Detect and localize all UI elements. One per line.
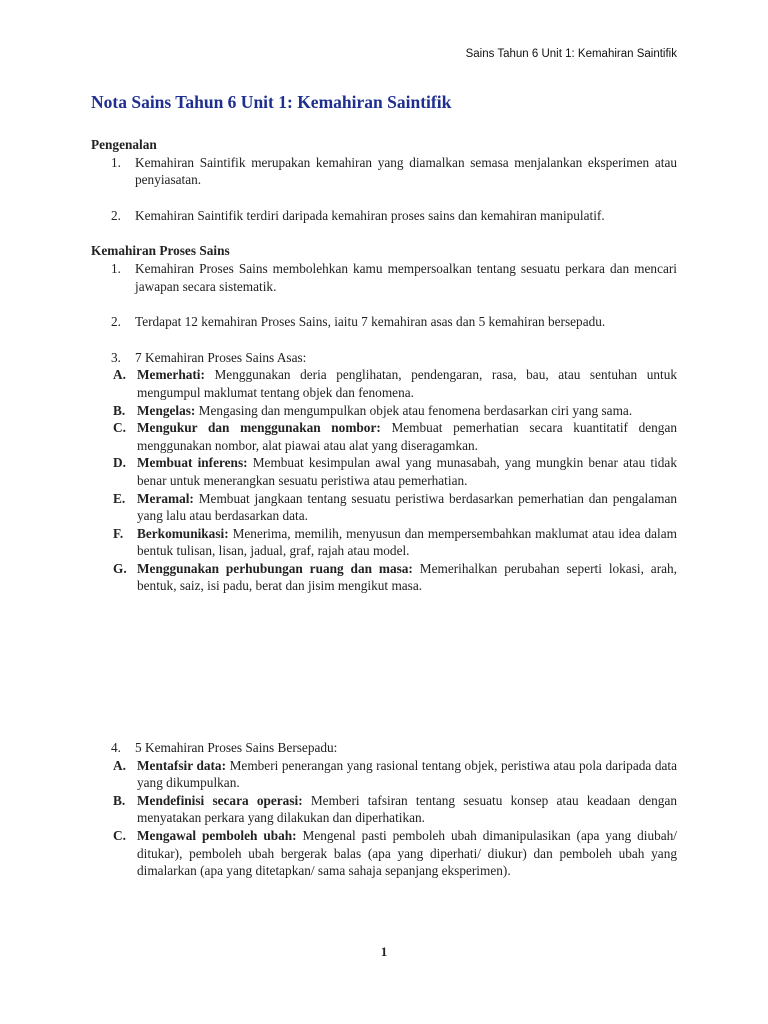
list-item: [91, 154, 677, 189]
list-marker: 3.: [111, 349, 121, 365]
skill-term: Membuat inferens:: [137, 455, 248, 471]
process-list-continued: [91, 739, 677, 880]
skill-description: Menggunakan deria penglihatan, pendengaran, rasa, bau, atau sentuhan untuk mengumpul maklumat tentang objek dan fenomena.: [137, 367, 678, 400]
spacer: [91, 295, 677, 313]
spacer: [91, 189, 677, 207]
skill-description: Menerima, memilih, menyusun dan mempersembahkan maklumat atau idea dalam bentuk tulisan, lisan, jadual, graf, rajah atau model.: [137, 525, 677, 559]
skill-letter: F.: [113, 525, 124, 541]
skill-term: Mentafsir data:: [137, 757, 227, 773]
skill-term: Memerhati:: [137, 367, 205, 383]
skill-item: [91, 792, 677, 827]
basic-skills-list: [91, 366, 677, 595]
skill-description: Memberi penerangan yang rasional tentang objek, peristiwa atau pola daripada data yang dikumpulkan.: [137, 757, 677, 791]
integrated-skills-list: [91, 757, 677, 880]
skill-letter: E.: [113, 490, 126, 506]
list-item-integrated-skills: [91, 739, 677, 880]
skill-item: [91, 525, 677, 560]
skill-item: [91, 366, 677, 401]
spacer: [91, 331, 677, 349]
document-body-top: [91, 136, 677, 595]
skill-term: Mengawal pemboleh ubah:: [137, 827, 297, 843]
skill-description: Memerihalkan perubahan seperti lokasi, arah, bentuk, saiz, isi padu, berat dan jisim mengikut masa.: [137, 560, 677, 594]
list-item-text: Kemahiran Proses Sains membolehkan kamu mempersoalkan tentang sesuatu perkara dan mencari jawapan secara sistematik.: [135, 260, 677, 294]
list-marker: 1.: [111, 260, 121, 276]
process-list: [91, 260, 677, 595]
skill-letter: D.: [113, 455, 126, 471]
skill-term: Mendefinisi secara operasi:: [137, 792, 303, 808]
skill-item: [91, 560, 677, 595]
skill-letter: C.: [113, 420, 126, 436]
page-number: 1: [380, 944, 388, 959]
skill-description: Mengenal pasti pemboleh ubah dimanipulasikan (apa yang diubah/ ditukar), pemboleh ubah bergerak balas (apa yang diperhati/ diukur) dan pemboleh ubah yang dimalarkan (apa yang ditetapkan/ sama sahaja sepanjang eksperimen).: [137, 827, 677, 879]
document-body-bottom: [91, 739, 677, 880]
list-item-text: Kemahiran Saintifik terdiri daripada kemahiran proses sains dan kemahiran manipulatif.: [135, 207, 605, 223]
list-marker: 2.: [111, 314, 121, 330]
intro-list: [91, 154, 677, 225]
skill-letter: A.: [113, 367, 126, 383]
skill-item: [91, 827, 677, 880]
skill-letter: B.: [113, 402, 126, 418]
list-item: [91, 207, 677, 225]
list-item-text: Terdapat 12 kemahiran Proses Sains, iaitu 7 kemahiran asas dan 5 kemahiran bersepadu.: [135, 314, 606, 330]
skill-letter: G.: [113, 560, 127, 576]
spacer: [91, 224, 677, 242]
list-item: [91, 260, 677, 295]
skill-description: Membuat jangkaan tentang sesuatu peristiwa berdasarkan pemerhatian dan pengalaman yang lalu atau berdasarkan data.: [137, 490, 678, 524]
skill-item: [91, 419, 677, 454]
list-marker: 1.: [111, 154, 121, 170]
skill-letter: A.: [113, 757, 126, 773]
skill-description: Membuat kesimpulan awal yang munasabah, yang mungkin benar atau tidak benar untuk menerangkan sesuatu peristiwa atau pemerhatian.: [137, 455, 677, 488]
skill-item: [91, 454, 677, 489]
list-marker: 2.: [111, 207, 121, 223]
skill-term: Menggunakan perhubungan ruang dan masa:: [137, 560, 413, 576]
running-head: Sains Tahun 6 Unit 1: Kemahiran Saintifik: [465, 48, 677, 60]
skill-item: [91, 490, 677, 525]
section-heading-pengenalan: Pengenalan: [91, 137, 157, 152]
skill-term: Meramal:: [137, 490, 194, 506]
document-title: Nota Sains Tahun 6 Unit 1: Kemahiran Saintifik: [91, 92, 452, 112]
skill-item: [91, 402, 677, 420]
list-item-text: 5 Kemahiran Proses Sains Bersepadu:: [135, 740, 338, 755]
skill-description: Memberi tafsiran tentang sesuatu konsep atau keadaan dengan menyatakan perkara yang dilakukan dan diperhatikan.: [137, 792, 677, 826]
skill-term: Berkomunikasi:: [137, 525, 229, 541]
list-marker: 4.: [111, 740, 121, 755]
list-item: [91, 313, 677, 331]
list-item-text: 7 Kemahiran Proses Sains Asas:: [135, 349, 307, 365]
list-item-text: Kemahiran Saintifik merupakan kemahiran yang diamalkan semasa menjalankan eksperimen atau penyiasatan.: [135, 154, 677, 188]
skill-term: Mengukur dan menggunakan nombor:: [137, 420, 381, 436]
list-item-basic-skills: [91, 349, 677, 595]
skill-description: Mengasing dan mengumpulkan objek atau fenomena berdasarkan ciri yang sama.: [198, 402, 633, 418]
skill-letter: B.: [113, 792, 126, 808]
skill-item: [91, 757, 677, 792]
skill-term: Mengelas:: [137, 402, 196, 418]
section-heading-kemahiran-proses-sains: Kemahiran Proses Sains: [91, 243, 230, 259]
skill-letter: C.: [113, 827, 126, 843]
skill-description: Membuat pemerhatian secara kuantitatif dengan menggunakan nombor, alat piawai atau alat yang diseragamkan.: [137, 420, 677, 453]
